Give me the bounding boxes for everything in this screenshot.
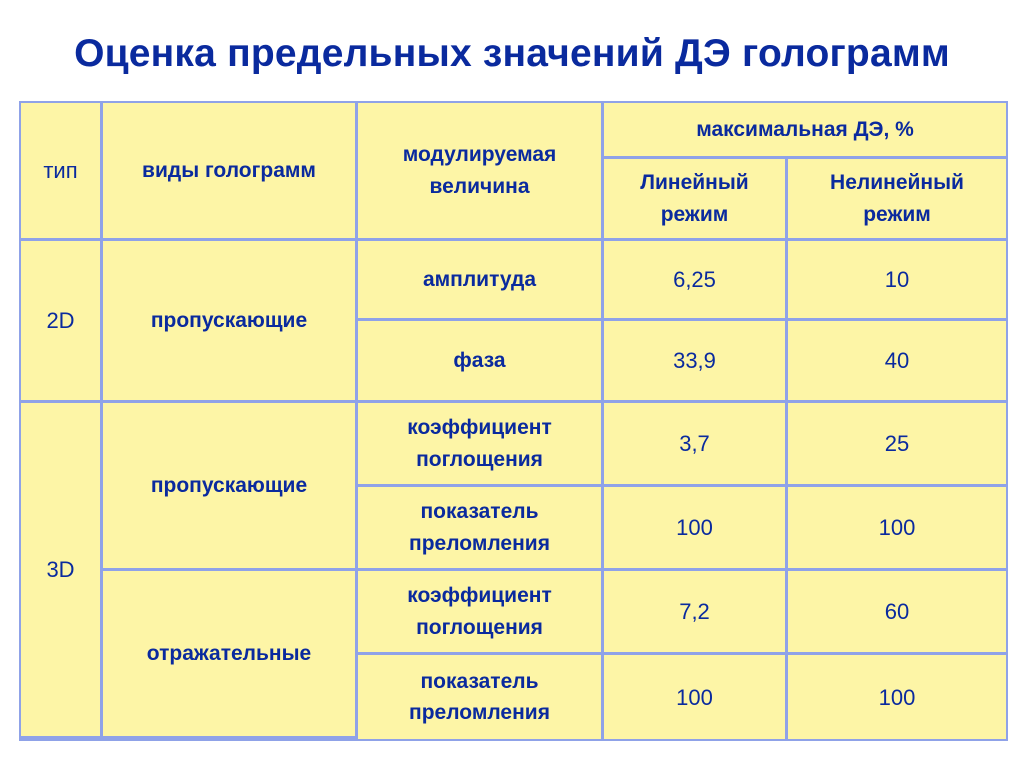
header-nonlinear: Нелинейный режим (788, 159, 1006, 241)
hologram-de-table (19, 101, 1008, 741)
type-cell: 3D (21, 403, 103, 739)
nonlinear-value: 40 (788, 321, 1006, 403)
type-cell: 2D (21, 241, 103, 403)
header-type: тип (21, 103, 103, 241)
kind-cell: пропускающие (103, 241, 358, 403)
kind-cell: пропускающие (103, 403, 358, 571)
table-row (21, 403, 1006, 487)
nonlinear-value: 60 (788, 571, 1006, 655)
nonlinear-value: 10 (788, 241, 1006, 321)
linear-value: 6,25 (604, 241, 788, 321)
linear-value: 33,9 (604, 321, 788, 403)
nonlinear-value: 100 (788, 655, 1006, 739)
modulated-cell: коэффициент поглощения (358, 403, 604, 487)
linear-value: 3,7 (604, 403, 788, 487)
nonlinear-value: 100 (788, 487, 1006, 571)
header-linear: Линейный режим (604, 159, 788, 241)
linear-value: 7,2 (604, 571, 788, 655)
modulated-cell: показатель преломления (358, 655, 604, 739)
modulated-cell: амплитуда (358, 241, 604, 321)
header-kind: виды голограмм (103, 103, 358, 241)
modulated-cell: коэффициент поглощения (358, 571, 604, 655)
linear-value: 100 (604, 655, 788, 739)
page-title: Оценка предельных значений ДЭ голограмм (74, 32, 950, 75)
header-modulated: модулируемая величина (358, 103, 604, 241)
table-row (21, 241, 1006, 321)
modulated-cell: показатель преломления (358, 487, 604, 571)
modulated-cell: фаза (358, 321, 604, 403)
nonlinear-value: 25 (788, 403, 1006, 487)
header-max-de: максимальная ДЭ, % (604, 103, 1006, 159)
linear-value: 100 (604, 487, 788, 571)
kind-cell: отражательные (103, 571, 358, 739)
table-row (21, 571, 1006, 655)
